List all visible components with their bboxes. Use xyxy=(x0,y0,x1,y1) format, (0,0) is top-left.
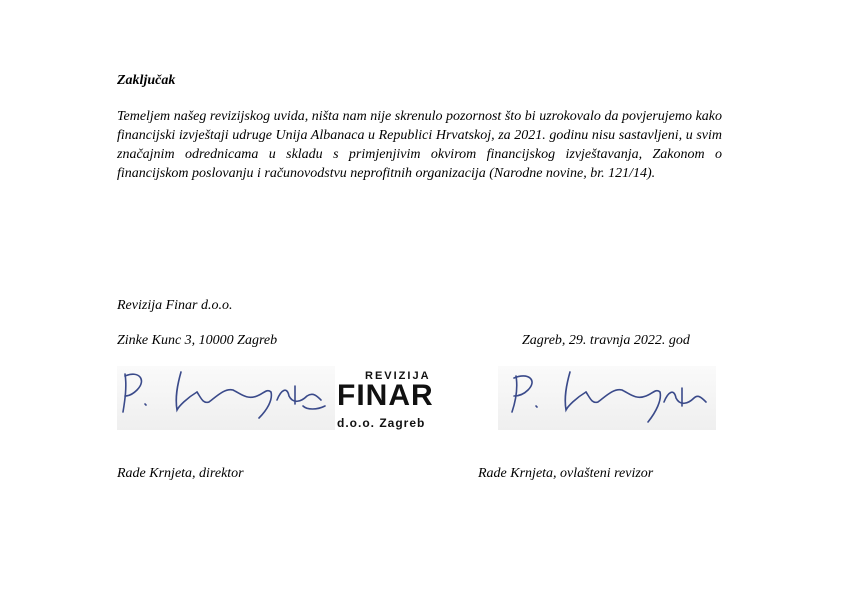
company-name: Revizija Finar d.o.o. xyxy=(117,298,233,313)
auditor-name: Rade Krnjeta, ovlašteni revizor xyxy=(478,466,654,481)
place-and-date: Zagreb, 29. travnja 2022. god xyxy=(522,333,690,348)
stamp-top-text: REVIZIJA xyxy=(365,370,431,382)
stamp-main-text: FINAR xyxy=(337,379,434,412)
company-stamp xyxy=(335,370,447,434)
conclusion-heading: Zaključak xyxy=(117,73,176,88)
stamp-bottom-text: d.o.o. Zagreb xyxy=(337,416,426,430)
director-signature xyxy=(117,366,335,430)
auditor-signature xyxy=(498,366,716,430)
director-name: Rade Krnjeta, direktor xyxy=(117,466,244,481)
company-address: Zinke Kunc 3, 10000 Zagreb xyxy=(117,333,278,348)
conclusion-paragraph: Temeljem našeg revizijskog uvida, ništa nam nije skrenulo pozornost što bi uzrokovalo da povjerujemo kako financijski izvještaji udruge Unija Albanaca u Republici Hrvatskoj, za 2021. godinu nisu sastavljeni, u svim značajnim odrednicama u skladu s primjenjivim okvirom financijskog izvještavanja, Zakonom o financijskom poslovanju i računovodstvu neprofitnih organizacija (Narodne novine, br. 121/14). xyxy=(117,109,722,181)
